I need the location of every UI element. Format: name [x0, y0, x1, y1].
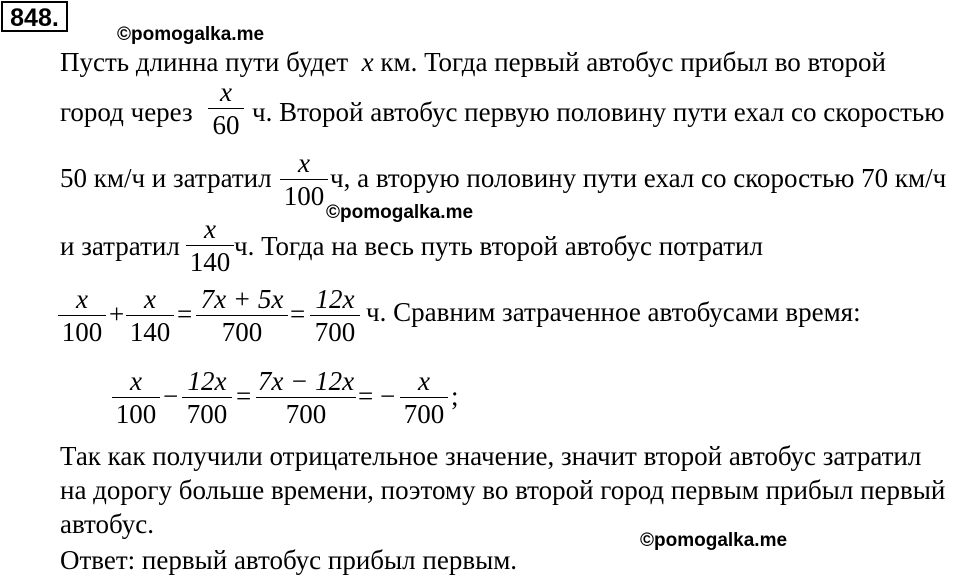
fraction-denominator: 700	[221, 317, 263, 347]
minus-sign: −	[163, 381, 179, 411]
fraction-numerator: x	[204, 214, 216, 244]
semicolon: ;	[451, 381, 459, 411]
fraction-numerator: x	[220, 77, 232, 107]
fraction-bar	[112, 397, 160, 398]
fraction-numerator: x	[130, 366, 142, 396]
line3-before: 50 км/ч и затратил	[60, 163, 272, 193]
conclusion-line-2: на дорогу больше времени, поэтому во второй город первым прибыл первый	[60, 475, 946, 505]
problem-number: 848.	[1, 1, 68, 32]
fraction-bar	[280, 179, 328, 180]
eq2-fraction-4	[400, 366, 448, 429]
eq2-fraction-3	[256, 366, 356, 429]
line4-after: ч. Тогда на весь путь второй автобус потратил	[234, 231, 763, 261]
eq2-fraction-2	[182, 366, 232, 429]
fraction-bar	[208, 108, 244, 109]
answer: Ответ: первый автобус прибыл первым.	[60, 545, 518, 575]
fraction-bar	[58, 315, 106, 316]
fraction-bar	[310, 315, 360, 316]
line2-after: ч. Второй автобус первую половину пути ехал со скоростью	[252, 97, 945, 127]
fraction-numerator: 12x	[187, 366, 227, 396]
plus-sign: +	[109, 299, 125, 329]
fraction-numerator: x	[144, 284, 156, 314]
equals-minus-sign: = −	[358, 381, 396, 411]
fraction-numerator: 12x	[315, 284, 355, 314]
fraction-bar	[196, 315, 288, 316]
line2-before: город через	[60, 97, 193, 127]
fraction-denominator: 700	[186, 399, 228, 429]
watermark: ©pomogalka.me	[117, 24, 265, 45]
fraction-denominator: 100	[61, 317, 103, 347]
text-line-1	[60, 46, 886, 78]
fraction-denominator: 60	[212, 110, 240, 140]
fraction-x-140	[186, 214, 234, 277]
equals-sign: =	[290, 299, 306, 329]
fraction-bar	[400, 397, 448, 398]
fraction-numerator: 7x + 5x	[200, 284, 284, 314]
fraction-numerator: x	[418, 366, 430, 396]
line1-before: Пусть длинна пути будет	[60, 47, 349, 77]
equals-sign: =	[236, 381, 252, 411]
eq1-fraction-3	[196, 284, 288, 347]
fraction-denominator: 140	[129, 317, 171, 347]
fraction-denominator: 140	[189, 247, 231, 277]
watermark: ©pomogalka.me	[640, 530, 788, 551]
eq1-fraction-1	[58, 284, 106, 347]
fraction-bar	[126, 315, 174, 316]
fraction-numerator: x	[76, 284, 88, 314]
equals-sign: =	[177, 299, 193, 329]
fraction-numerator: 7x − 12x	[257, 366, 355, 396]
eq1-fraction-4	[310, 284, 360, 347]
eq1-fraction-2	[126, 284, 174, 347]
fraction-bar	[256, 397, 356, 398]
line3-after: ч, а вторую половину пути ехал со скоростью 70 км/ч	[330, 163, 947, 193]
eq1-after: ч. Сравним затраченное автобусами время:	[366, 297, 861, 327]
variable-x: x	[361, 47, 374, 77]
line1-after: км. Тогда первый автобус прибыл во второй	[380, 47, 886, 77]
fraction-denominator: 700	[403, 399, 445, 429]
fraction-denominator: 700	[285, 399, 327, 429]
fraction-bar	[182, 397, 232, 398]
conclusion-line-1: Так как получили отрицательное значение, значит второй автобус затратил	[60, 441, 922, 471]
watermark: ©pomogalka.me	[326, 202, 474, 223]
eq2-fraction-1	[112, 366, 160, 429]
fraction-numerator: x	[298, 148, 310, 178]
fraction-denominator: 100	[283, 181, 325, 211]
fraction-bar	[186, 245, 234, 246]
line4-before: и затратил	[60, 231, 180, 261]
fraction-x-100	[280, 148, 328, 211]
fraction-x-60	[208, 77, 244, 140]
fraction-denominator: 100	[115, 399, 157, 429]
fraction-denominator: 700	[314, 317, 356, 347]
conclusion-line-3: автобус.	[60, 509, 154, 539]
